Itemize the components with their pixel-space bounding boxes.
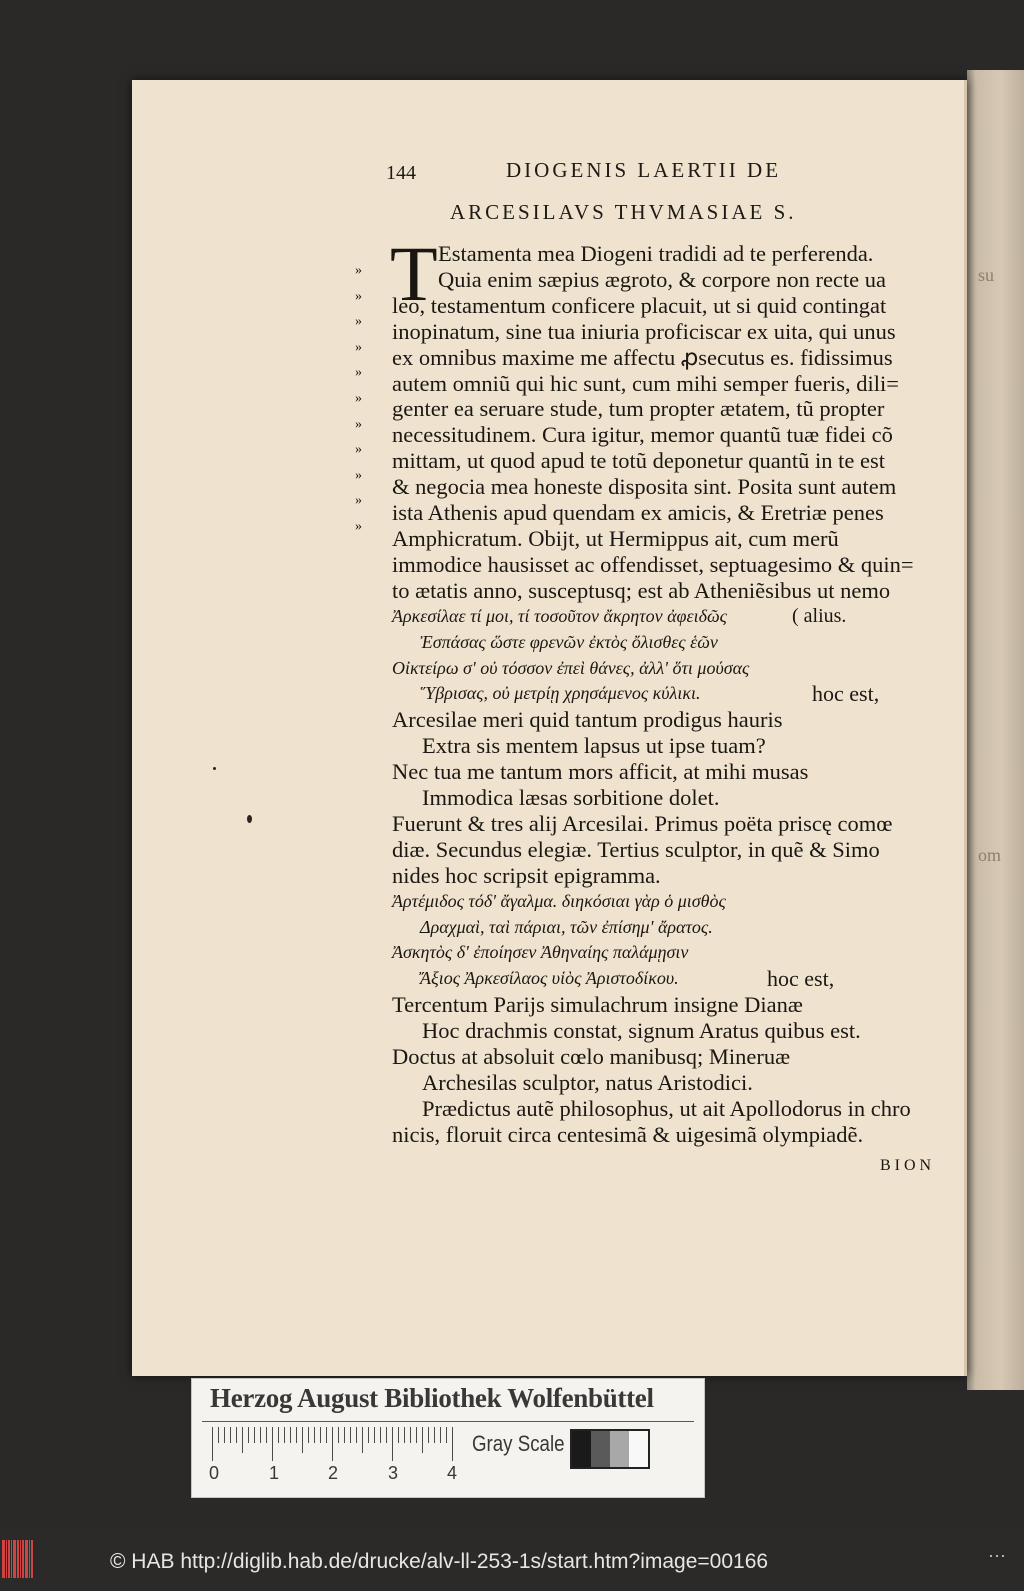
barcode-stripe bbox=[31, 1540, 33, 1578]
drop-capital: T bbox=[390, 230, 438, 317]
aside-note: ( alius. bbox=[792, 604, 847, 627]
barcode-stripe bbox=[8, 1540, 10, 1578]
quote-mark: » bbox=[355, 518, 362, 534]
margin-quote-marks bbox=[355, 258, 375, 540]
hoc-est: hoc est, bbox=[767, 966, 835, 992]
scale-number: 1 bbox=[269, 1463, 280, 1483]
ruler-tick bbox=[284, 1427, 285, 1443]
library-name: Herzog August Bibliothek Wolfenbüttel bbox=[210, 1383, 654, 1413]
verse-line: Hoc drachmis constat, signum Aratus quibus est. bbox=[422, 1018, 861, 1044]
ruler-tick bbox=[410, 1427, 411, 1443]
ruler-tick bbox=[278, 1427, 279, 1443]
quote-mark: » bbox=[355, 467, 362, 483]
ruler-tick bbox=[320, 1427, 321, 1443]
quote-mark: » bbox=[355, 365, 362, 381]
text-line: ista Athenis apud quendam ex amicis, & Eretriæ penes bbox=[392, 500, 884, 526]
ruler-tick bbox=[416, 1427, 417, 1443]
barcode-stripe bbox=[6, 1540, 7, 1578]
greek-line bbox=[392, 681, 952, 707]
adjacent-page-edge bbox=[967, 70, 1024, 1390]
barcode-stripe bbox=[17, 1540, 19, 1578]
ruler-tick bbox=[254, 1427, 255, 1443]
ruler-tick bbox=[260, 1427, 261, 1443]
greek-line: Ἐσπάσας ὥστε φρενῶν ἐκτὸς ὄλισθες ἑῶν bbox=[420, 631, 718, 652]
barcode-stripe bbox=[13, 1540, 16, 1578]
ruler-tick bbox=[344, 1427, 345, 1443]
label-divider bbox=[202, 1421, 694, 1422]
ruler-tick bbox=[440, 1427, 441, 1443]
text-line: mittam, ut quod apud te totũ deponetur quantũ in te est bbox=[392, 448, 886, 474]
quote-mark: » bbox=[355, 493, 362, 509]
barcode-stripe bbox=[22, 1540, 24, 1578]
running-head: DIOGENIS LAERTII DE bbox=[506, 158, 782, 182]
greek-line: Δραχμαὶ, ταὶ πάριαι, τῶν ἐπίσημ' ἄρατος. bbox=[420, 916, 713, 937]
ruler-tick bbox=[314, 1427, 315, 1443]
text-line: diæ. Secundus elegiæ. Tertius sculptor, in quẽ & Simo bbox=[392, 836, 880, 862]
ruler-tick bbox=[224, 1427, 225, 1443]
verse-line: Extra sis mentem lapsus ut ipse tuam? bbox=[422, 733, 766, 759]
ruler-tick bbox=[302, 1427, 303, 1453]
greek-line bbox=[392, 604, 952, 630]
greek-text: Ἄξιος Ἀρκεσίλαος υἱὸς Ἀριστοδίκου. bbox=[420, 968, 679, 989]
ruler-tick bbox=[350, 1427, 351, 1443]
ruler-tick bbox=[356, 1427, 357, 1443]
verse-line: Doctus at absoluit cœlo manibusq; Mineruæ bbox=[392, 1044, 791, 1070]
quote-mark: » bbox=[355, 390, 362, 406]
ruler-tick bbox=[242, 1427, 243, 1453]
hoc-est: hoc est, bbox=[812, 681, 880, 707]
text-line: necessitudinem. Cura igitur, memor quantũ tuæ fidei cõ bbox=[392, 422, 893, 448]
text-line: to ætatis anno, susceptusq; est ab Atheniẽsibus ut nemo bbox=[392, 577, 891, 603]
ink-speck bbox=[213, 767, 216, 770]
ruler-tick bbox=[386, 1427, 387, 1443]
ruler-tick bbox=[362, 1427, 363, 1453]
text-line: & negocia mea honeste disposita sint. Posita sunt autem bbox=[392, 474, 897, 500]
text-line: inopinatum, sine tua iniuria proficiscar ex uita, qui unus bbox=[392, 318, 896, 344]
scale-number: 0 bbox=[209, 1463, 220, 1483]
ruler-tick bbox=[338, 1427, 339, 1443]
quote-mark: » bbox=[355, 314, 362, 330]
catchword: BION bbox=[880, 1157, 936, 1174]
ruler-tick bbox=[272, 1427, 273, 1461]
text-line: Estamenta mea Diogeni tradidi ad te perferenda. bbox=[438, 241, 874, 266]
ruler-tick bbox=[422, 1427, 423, 1453]
quote-mark: » bbox=[355, 288, 362, 304]
verse-line: Nec tua me tantum mors afficit, at mihi musas bbox=[392, 759, 809, 785]
text-line: Amphicratum. Obijt, ut Hermippus ait, cum merũ bbox=[392, 525, 839, 551]
greek-text: Ὕβρισας, οὐ μετρίῃ χρησάμενος κύλικι. bbox=[420, 683, 701, 704]
ruler-tick bbox=[290, 1427, 291, 1443]
text-line: immodice hausisset ac offendisset, septuagesimo & quin= bbox=[392, 551, 914, 577]
ruler-tick bbox=[230, 1427, 231, 1443]
verse-line: Archesilas sculptor, natus Aristodici. bbox=[422, 1070, 753, 1095]
library-label bbox=[191, 1378, 705, 1498]
section-heading: ARCESILAVS THVMASIAE S. bbox=[450, 200, 797, 224]
ruler-tick bbox=[266, 1427, 267, 1443]
text-line: autem omniũ qui hic sunt, cum mihi semper fueris, dili= bbox=[392, 370, 899, 396]
gray-scale-label: Gray Scale bbox=[472, 1431, 565, 1456]
quote-mark: » bbox=[355, 416, 362, 432]
ruler-tick bbox=[398, 1427, 399, 1443]
scale-number: 4 bbox=[447, 1463, 458, 1483]
barcode-stripe bbox=[29, 1540, 30, 1578]
text-line: Fuerunt & tres alij Arcesilai. Primus poëta priscę comœ bbox=[392, 810, 893, 836]
ruler-tick bbox=[332, 1427, 333, 1461]
greek-line: Ἀσκητὸς δ' ἐποίησεν Ἀθηναίης παλάμῃσιν bbox=[392, 942, 689, 963]
ruler-tick bbox=[428, 1427, 429, 1443]
ruler-scale bbox=[212, 1427, 457, 1467]
ruler-tick bbox=[452, 1427, 453, 1461]
text-line: leo, testamentum conficere placuit, ut si quid contingat bbox=[392, 292, 887, 318]
ruler-tick bbox=[236, 1427, 237, 1443]
greek-line: Οἰκτείρω σ' οὐ τόσσον ἐπεὶ θάνες, ἀλλ' ὅτι μούσας bbox=[392, 657, 750, 678]
quote-mark: » bbox=[355, 339, 362, 355]
footer-url[interactable]: © HAB http://diglib.hab.de/drucke/alv-ll-253-1s/start.htm?image=00166 bbox=[110, 1550, 769, 1573]
verse-line: Immodica læsas sorbitione dolet. bbox=[422, 785, 720, 811]
barcode-stripe bbox=[11, 1540, 12, 1578]
quote-mark: » bbox=[355, 263, 362, 278]
scale-number: 2 bbox=[328, 1463, 339, 1483]
ruler-tick bbox=[374, 1427, 375, 1443]
text-line: genter ea seruare stude, tum propter ætatem, tũ propter bbox=[392, 396, 885, 422]
gray-scale-swatch bbox=[570, 1429, 650, 1469]
quote-mark: » bbox=[355, 442, 362, 458]
verse-line: Tercentum Parijs simulachrum insigne Dianæ bbox=[392, 992, 803, 1018]
ruler-tick bbox=[326, 1427, 327, 1443]
ruler-tick bbox=[446, 1427, 447, 1443]
scale-number: 3 bbox=[388, 1463, 399, 1483]
greek-text: Ἀρκεσίλαε τί μοι, τί τοσοῦτον ἄκρητον ἀφειδῶς bbox=[392, 605, 727, 626]
ruler-tick bbox=[404, 1427, 405, 1443]
ruler-tick bbox=[296, 1427, 297, 1443]
ruler-tick bbox=[248, 1427, 249, 1443]
text-line: Quia enim sæpius ægroto, & corpore non recte ua bbox=[438, 266, 887, 292]
barcode-stripe bbox=[20, 1540, 21, 1578]
ruler-tick bbox=[368, 1427, 369, 1443]
ruler-tick bbox=[308, 1427, 309, 1443]
ruler-tick bbox=[380, 1427, 381, 1443]
barcode-icon bbox=[2, 1540, 48, 1578]
page-number: 144 bbox=[386, 162, 416, 184]
verse-line: Arcesilae meri quid tantum prodigus hauris bbox=[392, 707, 783, 733]
ruler-tick bbox=[212, 1427, 213, 1461]
footer-bar bbox=[0, 1530, 1024, 1591]
ruler-tick bbox=[434, 1427, 435, 1443]
edge-fragment: om bbox=[978, 845, 1002, 865]
ink-speck bbox=[247, 815, 252, 823]
page-header bbox=[386, 158, 866, 188]
text-line: ex omnibus maxime me affectu ꝓsecutus es. fidissimus bbox=[392, 344, 893, 370]
edge-fragment: su bbox=[978, 265, 995, 285]
barcode-stripe bbox=[2, 1540, 5, 1578]
text-line: nicis, floruit circa centesimã & uigesimã olympiadẽ. bbox=[392, 1121, 864, 1147]
more-icon[interactable]: ⋯ bbox=[988, 1546, 1006, 1566]
main-text bbox=[390, 230, 952, 1148]
text-line: nides hoc scripsit epigramma. bbox=[392, 862, 661, 888]
ruler-tick bbox=[218, 1427, 219, 1443]
greek-line: Ἀρτέμιδος τόδ' ἄγαλμα. διηκόσιαι γὰρ ὁ μισθὸς bbox=[392, 890, 726, 911]
barcode-stripe bbox=[25, 1540, 28, 1578]
greek-line bbox=[392, 966, 952, 992]
ruler-tick bbox=[392, 1427, 393, 1461]
text-line: Prædictus autẽ philosophus, ut ait Apollodorus in chro bbox=[422, 1095, 911, 1121]
